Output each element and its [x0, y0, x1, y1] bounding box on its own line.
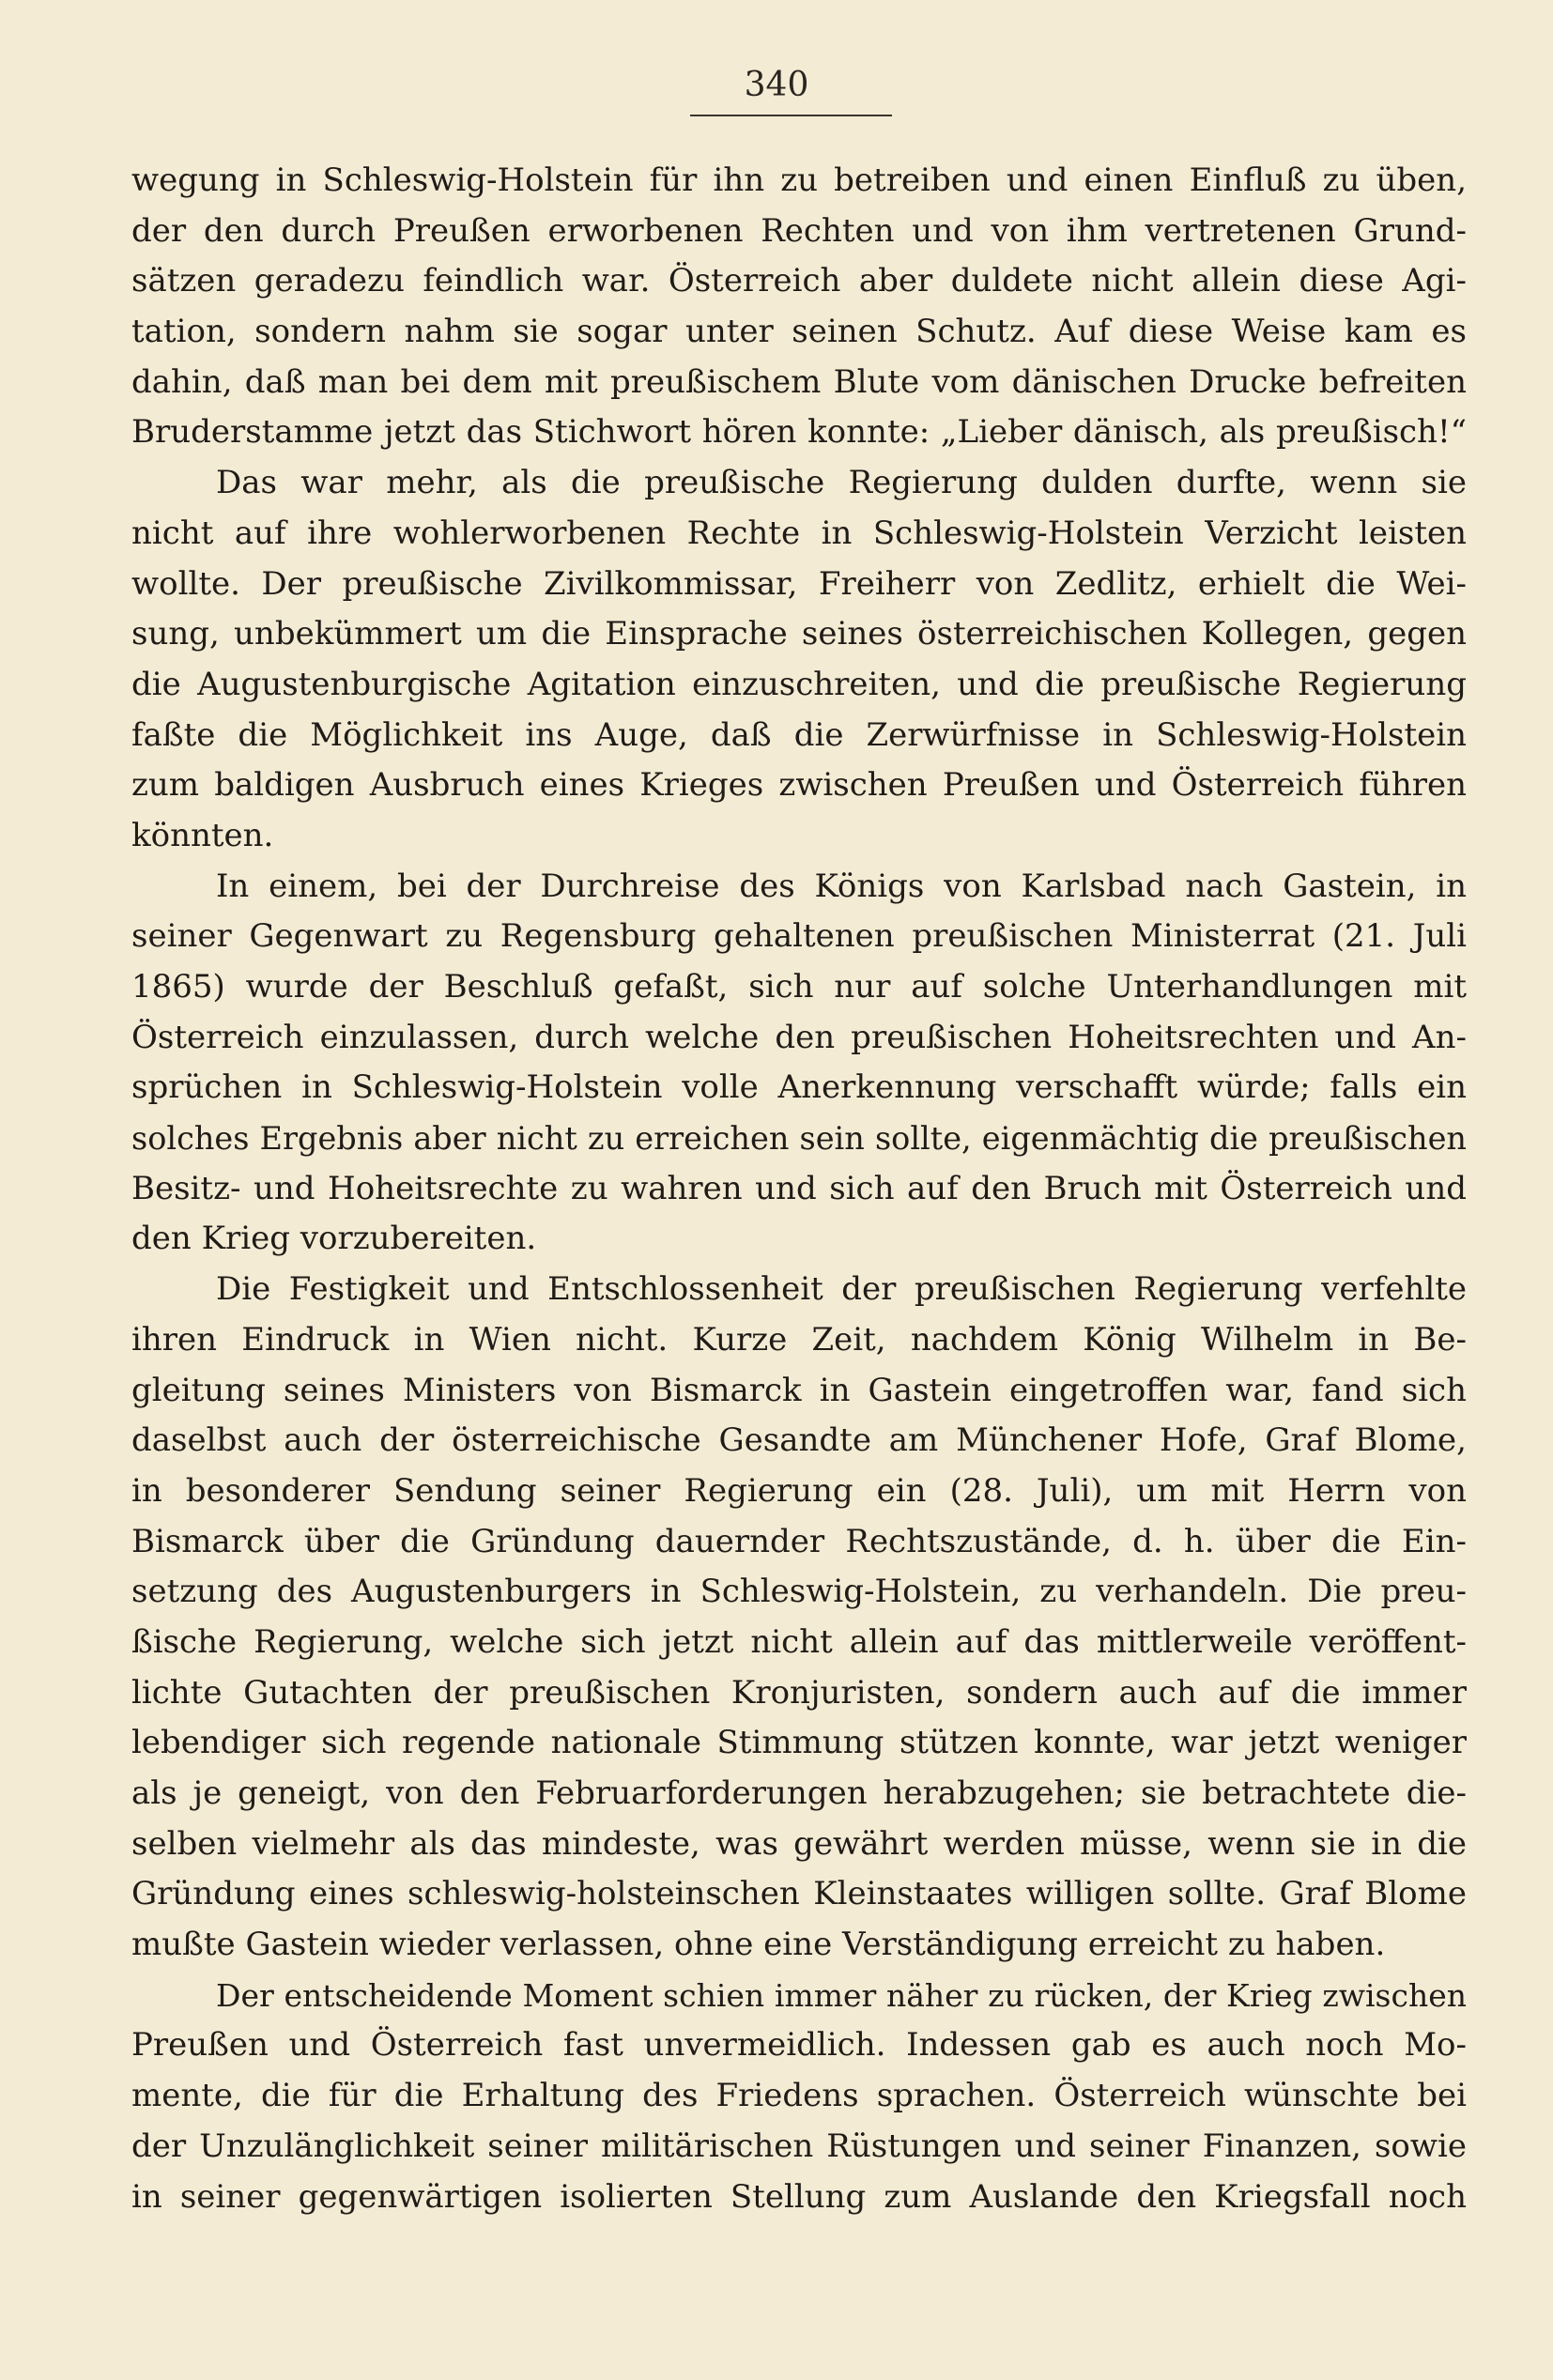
text-line: ihren Eindruck in Wien nicht. Kurze Zeit, nachdem König Wilhelm in Be-: [131, 1320, 1467, 1359]
body-text: [131, 156, 1467, 2222]
text-line: dahin, daß man bei dem mit preußischem Blute vom dänischen Drucke befreiten: [131, 362, 1467, 401]
text-line: den Krieg vorzubereiten.: [131, 1220, 537, 1258]
text-line: seiner Gegenwart zu Regensburg gehaltenen preußischen Ministerrat (21. Juli: [131, 917, 1467, 956]
text-line: Besitz- und Hoheitsrechte zu wahren und sich auf den Bruch mit Österreich und: [131, 1169, 1467, 1207]
text-line: wollte. Der preußische Zivilkommissar, Freiherr von Zedlitz, erhielt die Wei-: [131, 564, 1467, 603]
text-line: der Unzulänglichkeit seiner militärischen Rüstungen und seiner Finanzen, sowie: [131, 2127, 1467, 2165]
text-line: Bruderstamme jetzt das Stichwort hören konnte: „Lieber dänisch, als preußisch!“: [131, 413, 1467, 452]
text-line: könnten.: [131, 816, 274, 854]
text-line: sung, unbekümmert um die Einsprache seines österreichischen Kollegen, gegen: [131, 615, 1467, 653]
text-line: tation, sondern nahm sie sogar unter seinen Schutz. Auf diese Weise kam es: [131, 313, 1467, 351]
text-line: Der entscheidende Moment schien immer näher zu rücken, der Krieg zwischen: [216, 1976, 1467, 2014]
text-line: 1865) wurde der Beschluß gefaßt, sich nur auf solche Unterhandlungen mit: [131, 968, 1467, 1006]
text-line: setzung des Augustenburgers in Schleswig-Holstein, zu verhandeln. Die preu-: [131, 1573, 1467, 1611]
text-line: nicht auf ihre wohlerworbenen Rechte in Schleswig-Holstein Verzicht leisten: [131, 514, 1467, 552]
text-line: als je geneigt, von den Februarforderungen herabzugehen; sie betrachtete die-: [131, 1774, 1467, 1812]
text-line: gleitung seines Ministers von Bismarck in Gastein eingetroffen war, fand sich: [131, 1371, 1467, 1409]
text-line: Österreich einzulassen, durch welche den preußischen Hoheitsrechten und An-: [131, 1018, 1467, 1056]
text-line: lebendiger sich regende nationale Stimmung stützen konnte, war jetzt weniger: [131, 1724, 1467, 1762]
text-line: in besonderer Sendung seiner Regierung ein (28. Juli), um mit Herrn von: [131, 1471, 1467, 1510]
text-line: zum baldigen Ausbruch eines Krieges zwischen Preußen und Österreich führen: [131, 766, 1467, 805]
text-line: daselbst auch der österreichische Gesandte am Münchener Hofe, Graf Blome,: [131, 1421, 1467, 1460]
text-line: Preußen und Österreich fast unvermeidlich. Indessen gab es auch noch Mo-: [131, 2026, 1467, 2065]
header-rule: [690, 115, 892, 116]
text-line: Die Festigkeit und Entschlossenheit der preußischen Regierung verfehlte: [216, 1270, 1467, 1309]
text-line: In einem, bei der Durchreise des Königs von Karlsbad nach Gastein, in: [216, 867, 1467, 905]
text-line: solches Ergebnis aber nicht zu erreichen sein sollte, eigenmächtig die preußischen: [131, 1120, 1467, 1158]
text-line: selben vielmehr als das mindeste, was gewährt werden müsse, wenn sie in die: [131, 1824, 1467, 1863]
text-line: sätzen geradezu feindlich war. Österreich aber duldete nicht allein diese Agi-: [131, 262, 1467, 300]
text-line: lichte Gutachten der preußischen Kronjuristen, sondern auch auf die immer: [131, 1673, 1467, 1712]
text-line: sprüchen in Schleswig-Holstein volle Anerkennung verschafft würde; falls ein: [131, 1068, 1467, 1107]
text-line: die Augustenburgische Agitation einzuschreiten, und die preußische Regierung: [131, 665, 1467, 703]
text-line: wegung in Schleswig-Holstein für ihn zu betreiben und einen Einfluß zu üben,: [131, 161, 1467, 199]
text-line: der den durch Preußen erworbenen Rechten und von ihm vertretenen Grund-: [131, 211, 1467, 250]
text-line: mente, die für die Erhaltung des Friedens sprachen. Österreich wünschte bei: [131, 2077, 1467, 2115]
text-line: in seiner gegenwärtigen isolierten Stellung zum Auslande den Kriegsfall noch: [131, 2177, 1467, 2216]
text-line: mußte Gastein wieder verlassen, ohne eine Verständigung erreicht zu haben.: [131, 1926, 1386, 1964]
page-number: 340: [744, 66, 809, 104]
text-line: Das war mehr, als die preußische Regierung dulden durfte, wenn sie: [216, 464, 1467, 502]
text-line: Gründung eines schleswig-holsteinschen Kleinstaates willigen sollte. Graf Blome: [131, 1875, 1467, 1913]
text-line: ßische Regierung, welche sich jetzt nicht allein auf das mittlerweile veröffent-: [131, 1622, 1467, 1661]
text-line: Bismarck über die Gründung dauernder Rechtszustände, d. h. über die Ein-: [131, 1522, 1467, 1560]
text-line: faßte die Möglichkeit ins Auge, daß die Zerwürfnisse in Schleswig-Holstein: [131, 715, 1467, 754]
